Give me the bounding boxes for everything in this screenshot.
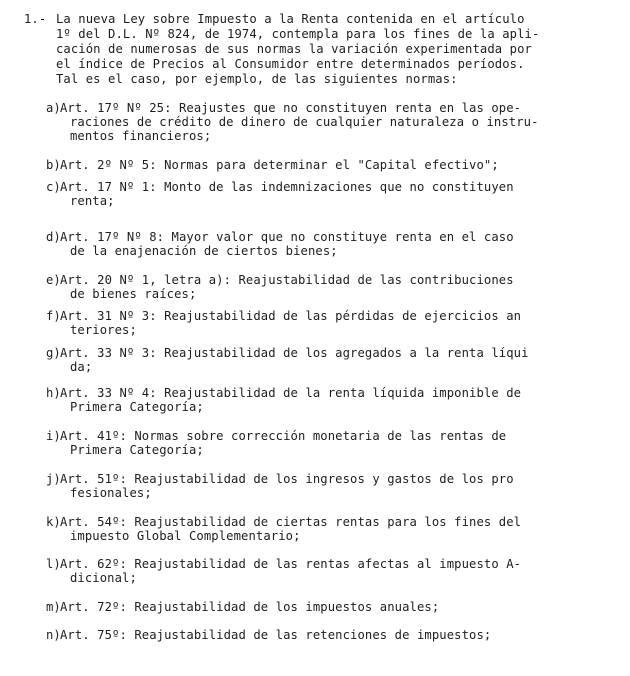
item-line: renta; xyxy=(70,194,115,208)
item-line: de bienes raíces; xyxy=(70,287,197,301)
list-item-g xyxy=(46,346,616,374)
item-label: f) xyxy=(46,309,61,323)
list-item-i xyxy=(46,429,616,457)
list-item-b xyxy=(46,158,616,172)
item-line: Art. 72º: Reajustabilidad de los impuestos anuales; xyxy=(60,600,440,614)
item-label: h) xyxy=(46,386,61,400)
item-line: teriores; xyxy=(70,323,137,337)
item-line: Primera Categoría; xyxy=(70,443,204,457)
item-label: e) xyxy=(46,273,61,287)
list-item-h xyxy=(46,386,616,414)
list-item-k xyxy=(46,515,616,543)
item-label: l) xyxy=(46,557,61,571)
list-item-c xyxy=(46,180,616,208)
item-label: n) xyxy=(46,628,61,642)
list-item-e xyxy=(46,273,616,301)
list-item-j xyxy=(46,472,616,500)
item-line: Art. 33 Nº 4: Reajustabilidad de la renta líquida imponible de xyxy=(60,386,522,400)
item-line: Art. 75º: Reajustabilidad de las retenciones de impuestos; xyxy=(60,628,492,642)
intro-line: cación de numerosas de sus normas la variación experimentada por xyxy=(56,42,532,56)
item-line: Art. 20 Nº 1, letra a): Reajustabilidad de las contribuciones xyxy=(60,273,514,287)
intro-line: La nueva Ley sobre Impuesto a la Renta contenida en el artículo xyxy=(56,12,525,26)
intro-line: el índice de Precios al Consumidor entre determinados períodos. xyxy=(56,57,525,71)
item-label: i) xyxy=(46,429,61,443)
item-label: k) xyxy=(46,515,61,529)
item-line: impuesto Global Complementario; xyxy=(70,529,301,543)
list-item-a xyxy=(46,101,616,143)
item-line: Art. 51º: Reajustabilidad de los ingresos y gastos de los pro xyxy=(60,472,514,486)
item-line: dicional; xyxy=(70,571,137,585)
list-item-d xyxy=(46,230,616,258)
item-line: da; xyxy=(70,360,93,374)
item-label: c) xyxy=(46,180,61,194)
item-label: g) xyxy=(46,346,61,360)
list-item-f xyxy=(46,309,616,337)
list-item-l xyxy=(46,557,616,585)
item-line: Art. 41º: Normas sobre corrección monetaria de las rentas de xyxy=(60,429,507,443)
item-line: de la enajenación de ciertos bienes; xyxy=(70,244,338,258)
item-label: j) xyxy=(46,472,61,486)
list-item-n xyxy=(46,628,616,642)
item-line: Art. 17º Nº 8: Mayor valor que no constituye renta en el caso xyxy=(60,230,514,244)
item-label: b) xyxy=(46,158,61,172)
section-number: 1.- xyxy=(24,12,47,26)
intro-line: Tal es el caso, por ejemplo, de las siguientes normas: xyxy=(56,72,458,86)
item-line: raciones de crédito de dinero de cualquier naturaleza o instru- xyxy=(70,115,539,129)
item-label: m) xyxy=(46,600,61,614)
intro-line: 1º del D.L. Nº 824, de 1974, contempla para los fines de la apli- xyxy=(56,27,540,41)
item-line: Art. 2º Nº 5: Normas para determinar el "Capital efectivo"; xyxy=(60,158,499,172)
item-line: Art. 33 Nº 3: Reajustabilidad de los agregados a la renta líqui xyxy=(60,346,529,360)
item-label: d) xyxy=(46,230,61,244)
item-line: Primera Categoría; xyxy=(70,400,204,414)
item-line: Art. 17º Nº 25: Reajustes que no constituyen renta en las ope- xyxy=(60,101,522,115)
item-line: Art. 54º: Reajustabilidad de ciertas rentas para los fines del xyxy=(60,515,522,529)
intro-paragraph xyxy=(24,12,614,87)
item-label: a) xyxy=(46,101,61,115)
item-line: Art. 62º: Reajustabilidad de las rentas afectas al impuesto A- xyxy=(60,557,522,571)
item-line: Art. 17 Nº 1: Monto de las indemnizaciones que no constituyen xyxy=(60,180,514,194)
item-line: mentos financieros; xyxy=(70,129,212,143)
item-line: fesionales; xyxy=(70,486,152,500)
list-item-m xyxy=(46,600,616,614)
item-line: Art. 31 Nº 3: Reajustabilidad de las pérdidas de ejercicios an xyxy=(60,309,522,323)
